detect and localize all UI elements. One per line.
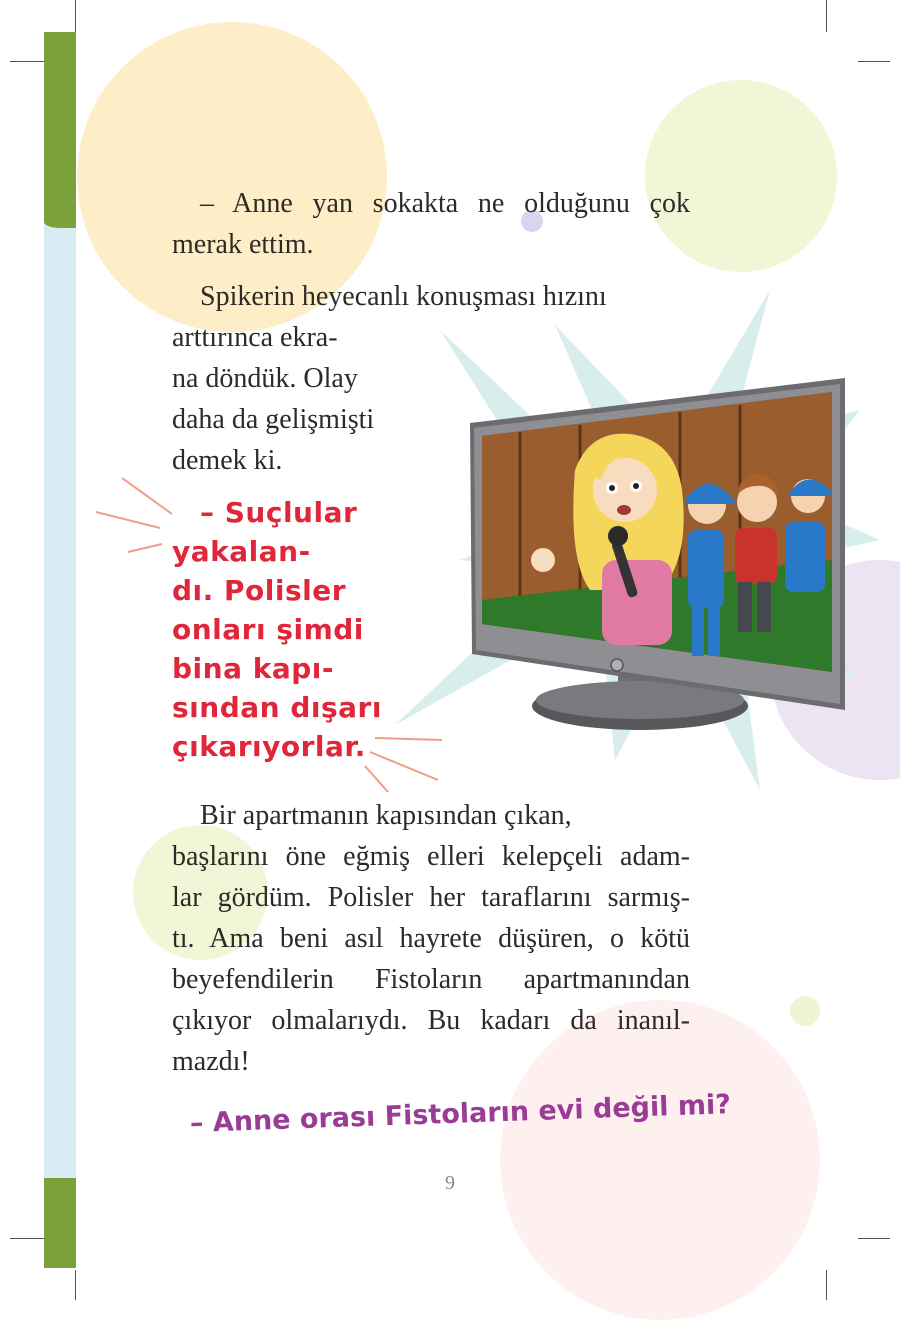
question-text: – Anne orası Fistoların evi değil mi? <box>189 1089 732 1139</box>
speech-line: çıkarıyorlar. <box>172 730 366 763</box>
page-number: 9 <box>445 1172 455 1194</box>
text-line: daha da gelişmişti <box>172 404 375 435</box>
speech-line: sından dışarı <box>172 691 382 724</box>
text-line: merak ettim. <box>172 229 314 260</box>
text-line: demek ki. <box>172 445 283 476</box>
text-line: na döndük. Olay <box>172 363 358 394</box>
speech-line: yakalan- <box>172 535 311 568</box>
text-line: Bir apartmanın kapısından çıkan, <box>200 800 572 831</box>
text-line: lar gördüm. Polisler her taraflarını sarmış- <box>172 882 690 913</box>
paragraph-3 <box>172 795 690 1082</box>
text-line: – Anne yan sokakta ne olduğunu çok <box>200 188 690 219</box>
text-line: arttırınca ekra- <box>172 322 338 353</box>
speech-line: – Suçlular <box>200 496 358 529</box>
text-line: tı. Ama beni asıl hayrete düşüren, o kötü <box>172 923 690 954</box>
text-line: çıkıyor olmalarıydı. Bu kadarı da inanıl- <box>172 1005 690 1036</box>
paragraph-1 <box>172 183 690 265</box>
text-line: mazdı! <box>172 1046 250 1077</box>
paragraph-2 <box>172 276 607 481</box>
text-line: başlarını öne eğmiş elleri kelepçeli adam- <box>172 841 690 872</box>
tv-speech <box>172 493 382 766</box>
text-line: beyefendilerin Fistoların apartmanından <box>172 964 690 995</box>
speech-line: onları şimdi <box>172 613 364 646</box>
speech-line: dı. Polisler <box>172 574 347 607</box>
speech-line: bina kapı- <box>172 652 334 685</box>
text-line: Spikerin heyecanlı konuşması hızını <box>200 281 607 312</box>
